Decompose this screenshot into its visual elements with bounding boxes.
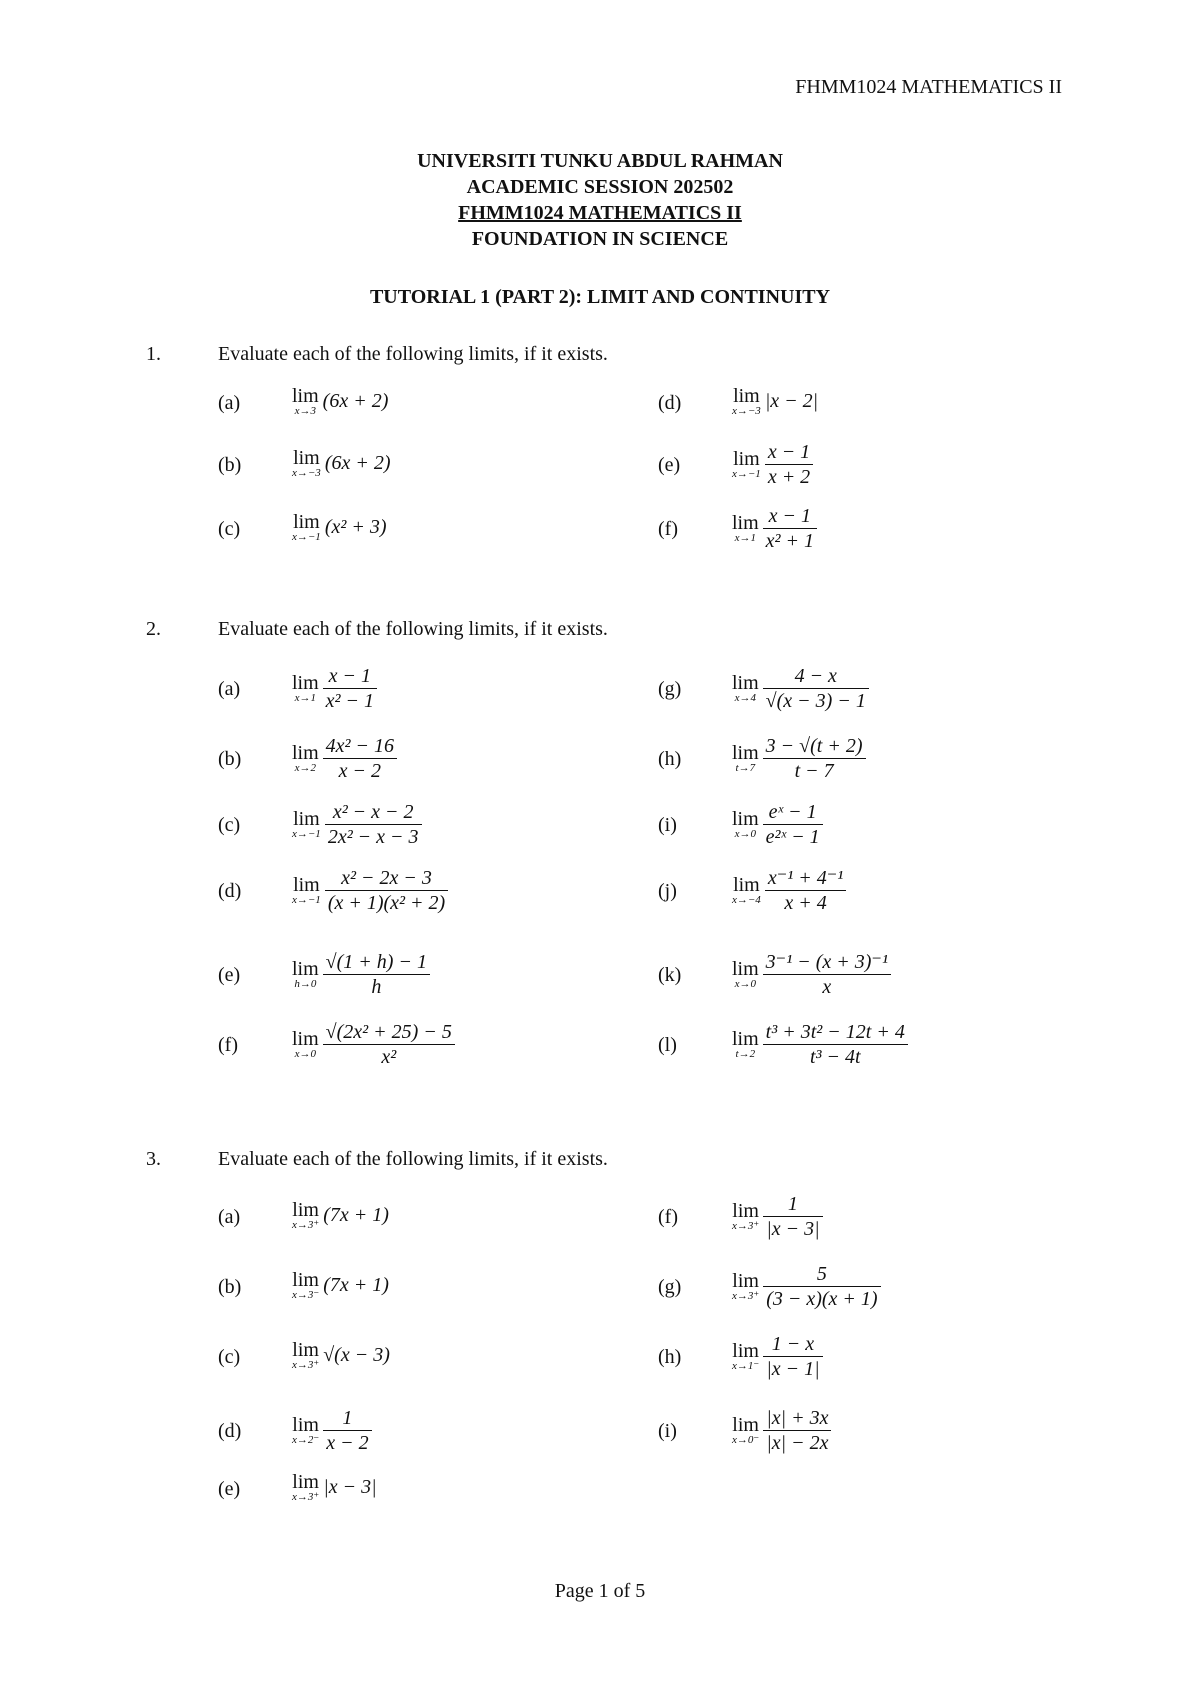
- limit-subscript: x→0: [734, 978, 757, 990]
- q3-item-expression: [292, 1200, 389, 1231]
- limit-operator: [732, 1201, 759, 1232]
- fraction-numerator: x⁻¹ + 4⁻¹: [767, 867, 844, 889]
- limit-subscript: x→−1: [292, 531, 321, 543]
- q3-item-label: (d): [218, 1420, 242, 1442]
- limit-subscript: x→3⁺: [732, 1220, 760, 1232]
- limit-operator: [292, 512, 321, 543]
- limit-fraction: [763, 1406, 831, 1455]
- fraction-denominator: x²: [323, 1044, 455, 1069]
- fraction-denominator: x: [763, 974, 891, 999]
- limit-subscript: h→0: [294, 978, 317, 990]
- limit-fraction: [765, 866, 846, 915]
- q1-item-label: (e): [658, 454, 681, 476]
- limit-subscript: x→−1: [292, 894, 321, 906]
- fraction-numerator: x − 1: [328, 665, 372, 687]
- lim-word: lim: [732, 1028, 759, 1050]
- limit-expression: (x² + 3): [324, 516, 387, 538]
- lim-word: lim: [732, 1200, 759, 1222]
- limit-operator: [292, 1340, 319, 1371]
- limit-subscript: x→0: [294, 1048, 317, 1060]
- q2-item-expression: [292, 866, 448, 915]
- limit-fraction: [763, 734, 866, 783]
- limit-subscript: t→2: [735, 1048, 756, 1060]
- lim-word: lim: [293, 808, 320, 830]
- limit-operator: [732, 513, 759, 544]
- limit-fraction: [323, 1406, 371, 1455]
- page-number: Page 1 of 5: [554, 1580, 646, 1602]
- limit-expression: √(x − 3): [323, 1344, 390, 1366]
- q3-item-label: (c): [218, 1346, 241, 1368]
- fraction-numerator: 3⁻¹ − (x + 3)⁻¹: [765, 951, 888, 973]
- q2-item-expression: [292, 800, 422, 849]
- fraction-numerator: 5: [816, 1263, 827, 1285]
- limit-fraction: [323, 1020, 455, 1069]
- fraction-denominator: t³ − 4t: [763, 1044, 908, 1069]
- q1-item-expression: [732, 504, 817, 553]
- limit-fraction: [763, 1332, 822, 1381]
- question-3-number: 3.: [146, 1148, 161, 1170]
- limit-operator: [732, 809, 759, 840]
- limit-fraction: [323, 734, 397, 783]
- limit-fraction: [763, 1262, 880, 1311]
- limit-operator: [292, 1029, 319, 1060]
- lim-word: lim: [292, 385, 319, 407]
- lim-word: lim: [292, 1028, 319, 1050]
- fraction-numerator: t³ + 3t² − 12t + 4: [765, 1021, 905, 1043]
- limit-expression: |x − 3|: [323, 1476, 377, 1498]
- limit-subscript: x→3⁺: [732, 1290, 760, 1302]
- fraction-numerator: x² − x − 2: [332, 801, 414, 823]
- q1-item-label: (a): [218, 392, 241, 414]
- q2-item-expression: [732, 1020, 908, 1069]
- limit-operator: [732, 386, 761, 417]
- q2-item-label: (c): [218, 814, 241, 836]
- lim-word: lim: [732, 958, 759, 980]
- fraction-numerator: x − 1: [767, 441, 811, 463]
- fraction-denominator: x² − 1: [323, 688, 377, 713]
- lim-word: lim: [732, 1270, 759, 1292]
- lim-word: lim: [732, 1414, 759, 1436]
- limit-fraction: [763, 1192, 822, 1241]
- lim-word: lim: [732, 1340, 759, 1362]
- limit-fraction: [763, 664, 869, 713]
- fraction-denominator: 2x² − x − 3: [325, 824, 422, 849]
- fraction-numerator: eˣ − 1: [768, 801, 817, 823]
- lim-word: lim: [732, 808, 759, 830]
- fraction-numerator: 4 − x: [794, 665, 837, 687]
- q2-item-expression: [292, 734, 397, 783]
- fraction-denominator: |x − 1|: [763, 1356, 822, 1381]
- fraction-numerator: 3 − √(t + 2): [765, 735, 863, 757]
- fraction-denominator: e²ˣ − 1: [763, 824, 823, 849]
- lim-word: lim: [292, 1414, 319, 1436]
- course-title: FHMM1024 MATHEMATICS II: [458, 202, 742, 224]
- fraction-numerator: √(2x² + 25) − 5: [325, 1021, 452, 1043]
- fraction-denominator: x − 2: [323, 758, 397, 783]
- q1-item-expression: [732, 386, 818, 417]
- fraction-numerator: 4x² − 16: [325, 735, 395, 757]
- limit-fraction: [323, 950, 430, 999]
- q2-item-label: (a): [218, 678, 241, 700]
- fraction-denominator: |x| − 2x: [763, 1430, 831, 1455]
- q3-item-expression: [732, 1192, 823, 1241]
- q2-item-label: (d): [218, 880, 242, 902]
- fraction-denominator: (3 − x)(x + 1): [763, 1286, 880, 1311]
- question-2-number: 2.: [146, 618, 161, 640]
- university-name: UNIVERSITI TUNKU ABDUL RAHMAN: [417, 150, 783, 172]
- limit-operator: [292, 743, 319, 774]
- limit-subscript: x→3⁺: [292, 1219, 320, 1231]
- limit-expression: (7x + 1): [323, 1204, 389, 1226]
- limit-operator: [732, 673, 759, 704]
- q2-item-expression: [732, 734, 866, 783]
- limit-expression: |x − 2|: [764, 390, 819, 412]
- lim-word: lim: [733, 385, 760, 407]
- limit-subscript: x→1: [734, 532, 757, 544]
- limit-subscript: x→3⁺: [292, 1359, 320, 1371]
- q3-item-expression: [292, 1340, 390, 1371]
- fraction-denominator: x + 2: [765, 464, 813, 489]
- academic-session: ACADEMIC SESSION 202502: [466, 176, 734, 198]
- limit-operator: [732, 1271, 759, 1302]
- limit-subscript: x→−3: [732, 405, 761, 417]
- limit-subscript: x→0⁻: [732, 1434, 760, 1446]
- fraction-denominator: h: [323, 974, 430, 999]
- limit-operator: [292, 809, 321, 840]
- q2-item-expression: [732, 800, 823, 849]
- lim-word: lim: [732, 672, 759, 694]
- q1-item-expression: [732, 440, 813, 489]
- fraction-denominator: |x − 3|: [763, 1216, 822, 1241]
- limit-fraction: [763, 1020, 908, 1069]
- q3-item-expression: [292, 1406, 372, 1455]
- limit-operator: [292, 959, 319, 990]
- question-1-text: Evaluate each of the following limits, if it exists.: [218, 343, 608, 365]
- q2-item-label: (l): [658, 1034, 677, 1056]
- fraction-numerator: x − 1: [768, 505, 812, 527]
- q1-item-label: (f): [658, 518, 678, 540]
- q3-item-label: (i): [658, 1420, 677, 1442]
- lim-word: lim: [292, 1199, 319, 1221]
- question-3-text: Evaluate each of the following limits, if it exists.: [218, 1148, 608, 1170]
- fraction-denominator: (x + 1)(x² + 2): [325, 890, 448, 915]
- header-course: FHMM1024 MATHEMATICS II: [795, 76, 1062, 98]
- limit-fraction: [763, 800, 823, 849]
- question-2-text: Evaluate each of the following limits, if it exists.: [218, 618, 608, 640]
- limit-operator: [732, 875, 761, 906]
- limit-fraction: [325, 866, 448, 915]
- limit-fraction: [765, 440, 813, 489]
- q2-item-label: (i): [658, 814, 677, 836]
- q2-item-label: (e): [218, 964, 241, 986]
- fraction-denominator: t − 7: [763, 758, 866, 783]
- q3-item-expression: [292, 1472, 377, 1503]
- limit-fraction: [325, 800, 422, 849]
- lim-word: lim: [732, 512, 759, 534]
- q2-item-expression: [732, 950, 891, 999]
- fraction-denominator: x − 2: [323, 1430, 371, 1455]
- limit-subscript: x→−1: [732, 468, 761, 480]
- lim-word: lim: [732, 742, 759, 764]
- q2-item-label: (h): [658, 748, 682, 770]
- limit-operator: [732, 743, 759, 774]
- q2-item-label: (b): [218, 748, 242, 770]
- q2-item-label: (j): [658, 880, 677, 902]
- lim-word: lim: [292, 1471, 319, 1493]
- limit-operator: [732, 449, 761, 480]
- limit-subscript: x→4: [734, 692, 757, 704]
- limit-subscript: x→3⁻: [292, 1289, 320, 1301]
- limit-fraction: [763, 504, 817, 553]
- q2-item-expression: [292, 664, 377, 713]
- q3-item-expression: [292, 1270, 389, 1301]
- limit-subscript: x→2⁻: [292, 1434, 320, 1446]
- lim-word: lim: [733, 874, 760, 896]
- q3-item-label: (f): [658, 1206, 678, 1228]
- limit-operator: [732, 1415, 759, 1446]
- q2-item-expression: [292, 950, 430, 999]
- q1-item-label: (c): [218, 518, 241, 540]
- fraction-denominator: x + 4: [765, 890, 846, 915]
- q3-item-label: (h): [658, 1346, 682, 1368]
- limit-operator: [292, 1270, 319, 1301]
- limit-operator: [292, 673, 319, 704]
- limit-operator: [732, 1341, 759, 1372]
- limit-subscript: x→3⁺: [292, 1491, 320, 1503]
- q3-item-expression: [732, 1406, 831, 1455]
- limit-subscript: t→7: [735, 762, 756, 774]
- limit-subscript: x→2: [294, 762, 317, 774]
- q2-item-label: (f): [218, 1034, 238, 1056]
- limit-fraction: [323, 664, 377, 713]
- fraction-numerator: √(1 + h) − 1: [325, 951, 427, 973]
- limit-operator: [292, 386, 319, 417]
- q2-item-expression: [732, 866, 846, 915]
- programme: FOUNDATION IN SCIENCE: [471, 228, 729, 250]
- q3-item-label: (g): [658, 1276, 682, 1298]
- limit-expression: (7x + 1): [323, 1274, 389, 1296]
- limit-subscript: x→−4: [732, 894, 761, 906]
- limit-operator: [292, 875, 321, 906]
- q3-item-label: (e): [218, 1478, 241, 1500]
- lim-word: lim: [292, 1269, 319, 1291]
- limit-operator: [292, 1200, 319, 1231]
- lim-word: lim: [293, 511, 320, 533]
- lim-word: lim: [293, 447, 320, 469]
- q2-item-label: (k): [658, 964, 682, 986]
- title-block: [0, 148, 1200, 252]
- fraction-numerator: |x| + 3x: [766, 1407, 829, 1429]
- limit-subscript: x→0: [734, 828, 757, 840]
- limit-subscript: x→−1: [292, 828, 321, 840]
- limit-subscript: x→3: [294, 405, 317, 417]
- q2-item-label: (g): [658, 678, 682, 700]
- fraction-denominator: √(x − 3) − 1: [763, 688, 869, 713]
- q2-item-expression: [292, 1020, 455, 1069]
- limit-operator: [292, 1472, 319, 1503]
- fraction-numerator: 1 − x: [771, 1333, 815, 1355]
- q3-item-expression: [732, 1332, 823, 1381]
- q1-item-expression: [292, 512, 387, 543]
- fraction-numerator: x² − 2x − 3: [341, 867, 432, 889]
- fraction-numerator: 1: [342, 1407, 353, 1429]
- limit-fraction: [763, 950, 891, 999]
- limit-operator: [292, 1415, 319, 1446]
- fraction-numerator: 1: [787, 1193, 798, 1215]
- q3-item-label: (b): [218, 1276, 242, 1298]
- q2-item-expression: [732, 664, 869, 713]
- lim-word: lim: [292, 1339, 319, 1361]
- tutorial-title: TUTORIAL 1 (PART 2): LIMIT AND CONTINUITY: [369, 286, 831, 308]
- q1-item-label: (b): [218, 454, 242, 476]
- limit-operator: [732, 959, 759, 990]
- lim-word: lim: [292, 742, 319, 764]
- question-1-number: 1.: [146, 343, 161, 365]
- limit-operator: [292, 448, 321, 479]
- limit-subscript: x→1: [294, 692, 317, 704]
- limit-expression: (6x + 2): [322, 390, 389, 412]
- q3-item-label: (a): [218, 1206, 241, 1228]
- lim-word: lim: [293, 874, 320, 896]
- q1-item-expression: [292, 386, 388, 417]
- limit-subscript: x→1⁻: [732, 1360, 760, 1372]
- limit-expression: (6x + 2): [324, 452, 391, 474]
- q3-item-expression: [732, 1262, 881, 1311]
- limit-operator: [732, 1029, 759, 1060]
- lim-word: lim: [733, 448, 760, 470]
- lim-word: lim: [292, 958, 319, 980]
- limit-subscript: x→−3: [292, 467, 321, 479]
- q1-item-expression: [292, 448, 391, 479]
- fraction-denominator: x² + 1: [763, 528, 817, 553]
- q1-item-label: (d): [658, 392, 682, 414]
- lim-word: lim: [292, 672, 319, 694]
